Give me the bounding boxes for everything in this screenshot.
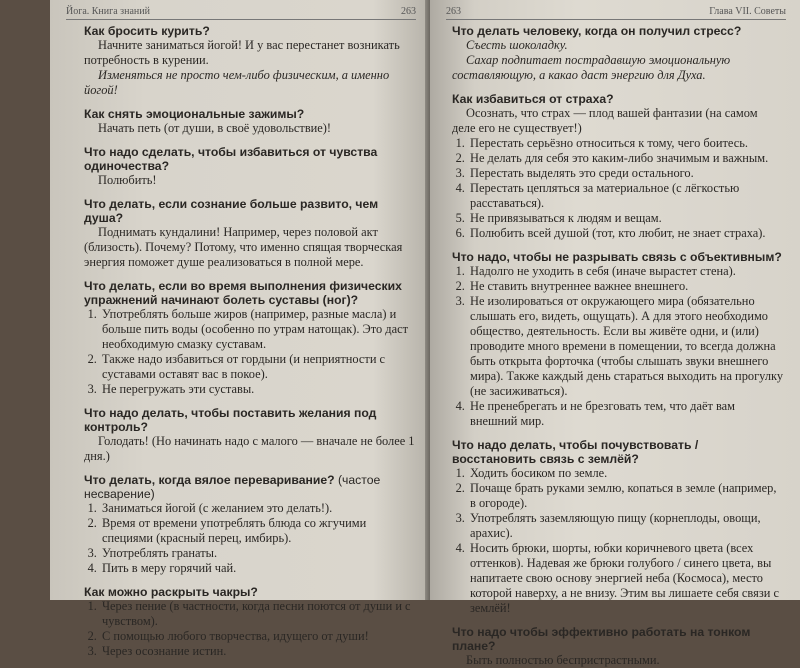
left-page-text [84,24,420,659]
list-item: 4. Не пренебрегать и не брезговать тем, что даёт вам внешний мир. [468,399,784,429]
list-item: 1. Употреблять больше жиров (например, разные масла) и больше пить воды (особенно по утрам натощак). Это даст необходимую смазку суставам. [100,307,420,352]
list-item: 4. Перестать цепляться за материальное (с лёгкостью расставаться). [468,181,784,211]
answer-paragraph: Осознать, что страх — плод вашей фантазии (на самом деле его не существует!) [452,106,758,135]
list-item: 3. Употреблять заземляющую пищу (корнеплоды, овощи, арахис). [468,511,784,541]
question-heading [84,473,420,501]
question-heading [84,145,420,173]
list-item: 3. Через осознание истин. [100,644,420,659]
question-heading [84,279,420,307]
list-item: 2. С помощью любого творчества, идущего от души! [100,629,420,644]
question-text: Что надо делать, чтобы почувствовать / восстановить связь с землёй? [452,438,699,466]
question-heading [452,625,784,653]
question-note: (частое несварение) [84,473,381,501]
question-heading [452,250,784,264]
answer-paragraph: Начать петь (от души, в своё удовольствие)! [98,121,332,135]
list-item: 4. Пить в меру горячий чай. [100,561,420,576]
answer-paragraph: Начните заниматься йогой! И у вас перестанет возникать потребность в курении. [84,38,400,67]
question-text: Как избавиться от страха? [452,92,614,106]
left-page-header [66,6,416,20]
answer-paragraph: Поднимать кундалини! Например, через половой акт (близость). Почему? Потому, что именно спящая творческая энергия поможет душе реализоваться в полной мере. [84,225,403,269]
left-page-number: 263 [401,6,416,17]
list-item: 2. Не делать для себя это каким-либо значимым и важным. [468,151,784,166]
question-text: Как снять эмоциональные зажимы? [84,107,305,121]
right-page-text [452,24,784,668]
answer-list [452,264,784,429]
list-item: 6. Полюбить всей душой (тот, кто любит, не знает страха). [468,226,784,241]
left-page [50,0,430,658]
left-running-title: Йога. Книга знаний [66,6,150,17]
right-page-number: 263 [446,6,461,17]
list-item: 1. Надолго не уходить в себя (иначе вырастет стена). [468,264,784,279]
question-text: Что надо делать, чтобы поставить желания под контроль? [84,406,377,434]
right-running-title: Глава VII. Советы [709,6,786,17]
question-text: Что надо чтобы эффективно работать на тонком плане? [452,625,751,653]
list-item: 2. Не ставить внутреннее важнее внешнего. [468,279,784,294]
answer-paragraph: Полюбить! [98,173,157,187]
book-spread [30,0,800,667]
question-text: Как можно раскрыть чакры? [84,585,258,599]
question-text: Что делать, когда вялое переваривание? [84,473,335,487]
list-item: 3. Не изолироваться от окружающего мира (обязательно слышать его, видеть, ощущать). А для этого необходимо общество, деятельность. Если вы живёте одни, и (или) проводите много времени в помещении, то всегда должна быть открыта форточка (чтобы слышать звуки внешнего мира). Также каждый день стараться выходить на прогулку (не засиживаться). [468,294,784,399]
answer-list [452,136,784,241]
list-item: 3. Не перегружать эти суставы. [100,382,420,397]
right-page [430,0,800,667]
answer-paragraph: Съесть шоколадку. [466,38,568,52]
list-item: 3. Употреблять гранаты. [100,546,420,561]
answer-paragraph: Изменяться не просто чем-либо физическим, а именно йогой! [84,68,390,97]
question-text: Что надо, чтобы не разрывать связь с объективным? [452,250,782,264]
list-item: 2. Время от времени употреблять блюда со жгучими специями (красный перец, имбирь). [100,516,420,546]
list-item: 1. Ходить босиком по земле. [468,466,784,481]
question-heading [84,197,420,225]
question-heading [84,406,420,434]
question-heading [452,438,784,466]
question-heading [452,24,784,38]
list-item: 5. Не привязываться к людям и вещам. [468,211,784,226]
answer-paragraph: Голодать! (Но начинать надо с малого — вначале не более 1 дня.) [84,434,415,463]
list-item: 2. Также надо избавиться от гордыни (и неприятности с суставами оставят вас в покое). [100,352,420,382]
list-item: 3. Перестать выделять это среди остального. [468,166,784,181]
question-text: Что делать, если сознание больше развито, чем душа? [84,197,379,225]
question-heading [452,92,784,106]
answer-paragraph: Сахар подпитает пострадавшую эмоциональную составляющую, а какао даст энергию для Духа. [452,53,731,82]
answer-list [84,599,420,659]
answer-paragraph: Быть полностью беспристрастными. [466,653,660,667]
question-heading [84,585,420,599]
answer-list [84,501,420,576]
question-text: Что делать, если во время выполнения физических упражнений начинают болеть суставы (ног)? [84,279,402,307]
question-heading [84,107,420,121]
list-item: 2. Почаще брать руками землю, копаться в земле (например, в огороде). [468,481,784,511]
list-item: 1. Заниматься йогой (с желанием это делать!). [100,501,420,516]
answer-list [452,466,784,616]
list-item: 1. Перестать серьёзно относиться к тому, чего боитесь. [468,136,784,151]
question-text: Что надо сделать, чтобы избавиться от чувства одиночества? [84,145,378,173]
list-item: 1. Через пение (в частности, когда песни поются от души и с чувством). [100,599,420,629]
answer-list [84,307,420,397]
list-item: 4. Носить брюки, шорты, юбки коричневого цвета (всех оттенков). Надевая же брюки голубого / синего цвета, вы напитаете свою основу энергией неба (Космоса), место которой наверху, а не внизу. Этим вы лишаете себя связи с землёй! [468,541,784,616]
question-text: Как бросить курить? [84,24,210,38]
right-page-header [446,6,786,20]
question-heading [84,24,420,38]
question-text: Что делать человеку, когда он получил стресс? [452,24,742,38]
